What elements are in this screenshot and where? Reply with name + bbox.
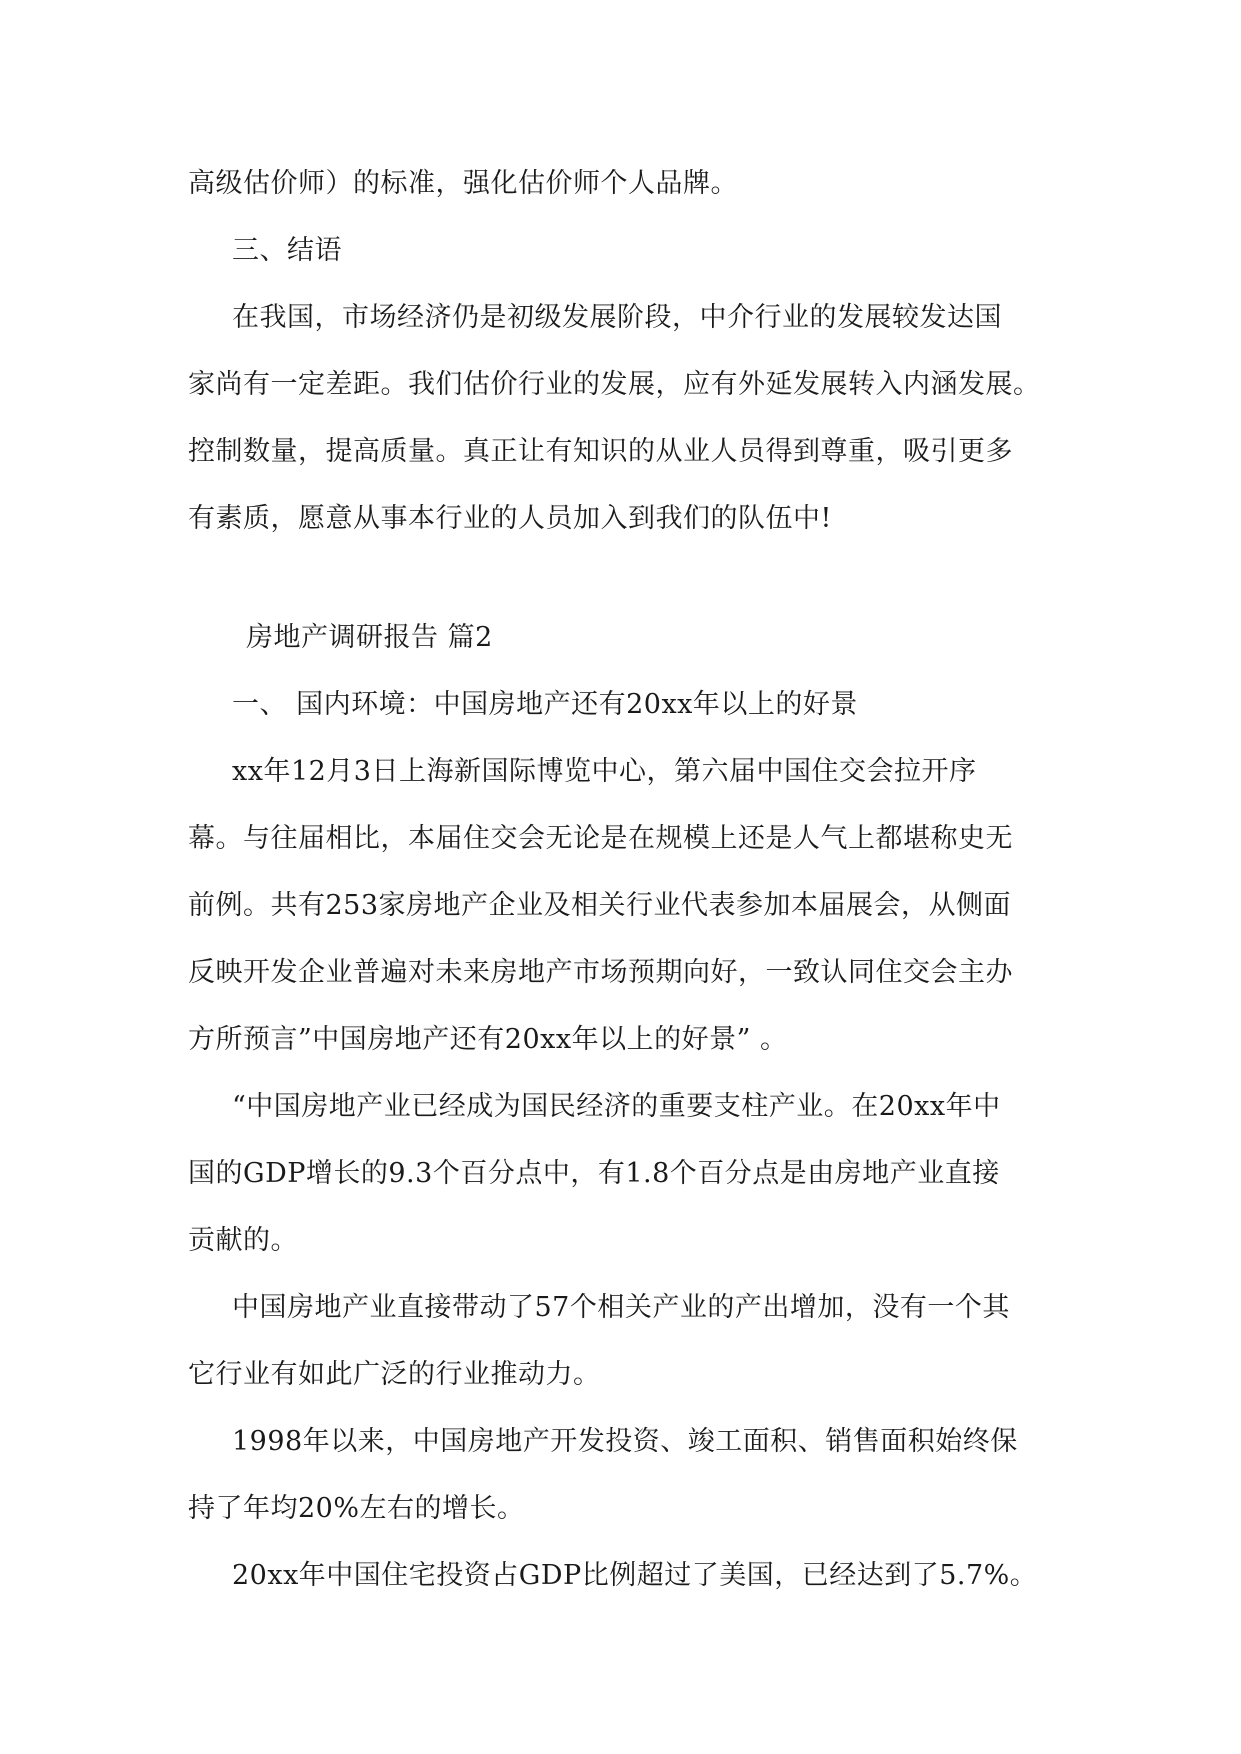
paragraph-line: 1998年以来，中国房地产开发投资、竣工面积、销售面积始终保 [232, 1426, 1018, 1457]
paragraph-line: 方所预言”中国房地产还有20xx年以上的好景” 。 [188, 1024, 788, 1055]
paragraph-line: 高级估价师）的标准，强化估价师个人品牌。 [188, 168, 738, 199]
paragraph-line: 中国房地产业直接带动了57个相关产业的产出增加，没有一个其 [232, 1292, 1010, 1323]
paragraph-line: 家尚有一定差距。我们估价行业的发展，应有外延发展转入内涵发展。 [188, 369, 1041, 400]
section-heading-conclusion: 三、结语 [232, 235, 342, 266]
report-title: 房地产调研报告 篇2 [246, 622, 493, 653]
paragraph-line: 控制数量，提高质量。真正让有知识的从业人员得到尊重，吸引更多 [188, 436, 1013, 467]
paragraph-line: xx年12月3日上海新国际博览中心，第六届中国住交会拉开序 [232, 756, 977, 787]
section-heading-domestic: 一、 国内环境：中国房地产还有20xx年以上的好景 [232, 689, 858, 720]
paragraph-line: 它行业有如此广泛的行业推动力。 [188, 1359, 601, 1390]
paragraph-line: 有素质，愿意从事本行业的人员加入到我们的队伍中! [188, 503, 832, 534]
paragraph-line: 反映开发企业普遍对未来房地产市场预期向好，一致认同住交会主办 [188, 957, 1013, 988]
paragraph-line: 前例。共有253家房地产企业及相关行业代表参加本届展会，从侧面 [188, 890, 1012, 921]
paragraph-line: 贡献的。 [188, 1225, 298, 1256]
paragraph-line: 持了年均20%左右的增长。 [188, 1493, 525, 1524]
paragraph-line: 国的GDP增长的9.3个百分点中，有1.8个百分点是由房地产业直接 [188, 1158, 1000, 1189]
paragraph-line: “中国房地产业已经成为国民经济的重要支柱产业。在20xx年中 [232, 1091, 1001, 1122]
paragraph-line: 幕。与往届相比，本届住交会无论是在规模上还是人气上都堪称史无 [188, 823, 1013, 854]
paragraph-line: 20xx年中国住宅投资占GDP比例超过了美国，已经达到了5.7%。 [232, 1560, 1038, 1591]
paragraph-line: 在我国，市场经济仍是初级发展阶段，中介行业的发展较发达国 [232, 302, 1002, 333]
